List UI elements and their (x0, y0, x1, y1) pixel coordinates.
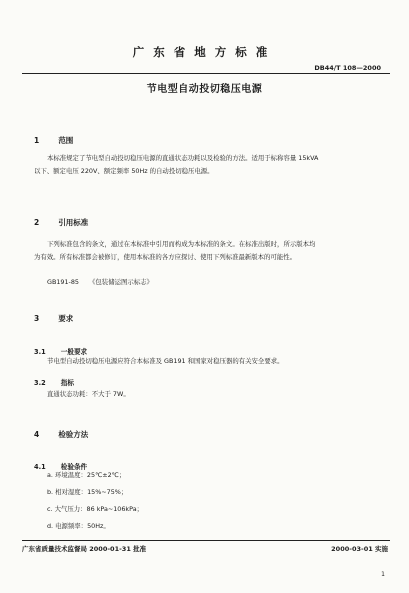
section-number: 4 (34, 430, 40, 439)
condition-item: a. 环境温度：25℃±2℃； (47, 471, 126, 479)
document-title: 节电型自动投切稳压电源 (146, 84, 263, 95)
section-2-heading (34, 210, 88, 229)
approval-info: 广东省质量技术监督局 2000-01-31 批准 (22, 545, 147, 553)
standard-category-title: 广东省地方标准 (132, 45, 277, 59)
implementation-date: 2000-03-01 实施 (331, 545, 388, 553)
subsection-3-2-text: 直通状态功耗：不大于 7W。 (47, 390, 130, 398)
condition-item: d. 电源频率：50Hz。 (47, 522, 110, 530)
subsection-title: 检验条件 (60, 463, 88, 471)
paragraph-line: 下列标准包含的条文，通过在本标准中引用而构成为本标准的条文。在标准出版时，所示版本均 (47, 240, 316, 248)
paragraph-line: 本标准规定了节电型自动投切稳压电源的直通状态功耗以及检验的方法。适用于标称容量 15kVA (47, 154, 319, 162)
subsection-title: 一般要求 (60, 348, 88, 356)
section-4-heading (34, 422, 88, 441)
section-3-heading (34, 306, 73, 325)
section-1-heading (34, 128, 73, 147)
footer-divider (22, 540, 390, 541)
section-2-paragraph (34, 238, 384, 263)
subsection-3-2-heading (34, 370, 74, 389)
reference-title: 《包装储运图示标志》 (89, 278, 153, 286)
section-title: 要求 (58, 314, 74, 323)
reference-entry (47, 276, 153, 288)
subsection-number: 3.1 (34, 348, 46, 356)
subsection-number: 4.1 (34, 463, 46, 471)
section-title: 检验方法 (58, 430, 89, 439)
section-number: 2 (34, 218, 40, 227)
standard-number: DB44/T 108—2000 (314, 64, 381, 72)
section-title: 范围 (58, 136, 74, 145)
header-divider (22, 73, 390, 74)
subsection-3-1-text: 节电型自动投切稳压电源应符合本标准及 GB191 和国家对稳压器的有关安全要求。 (47, 357, 284, 365)
reference-code: GB191-85 (47, 278, 79, 286)
subsection-title: 指标 (60, 379, 74, 387)
condition-item: c. 大气压力：86 kPa~106kPa； (47, 505, 144, 513)
condition-item: b. 相对湿度：15%~75%； (47, 488, 128, 496)
subsection-number: 3.2 (34, 379, 46, 387)
paragraph-line: 为有效。所有标准都会被修订，使用本标准的各方应探讨、使用下列标准最新版本的可能性。 (34, 252, 297, 261)
section-1-paragraph (34, 152, 384, 177)
section-title: 引用标准 (58, 218, 89, 227)
section-number: 1 (34, 136, 40, 145)
section-number: 3 (34, 314, 40, 323)
page-number: 1 (381, 571, 385, 578)
paragraph-line: 以下、额定电压 220V、额定频率 50Hz 的自动投切稳压电源。 (34, 166, 214, 175)
